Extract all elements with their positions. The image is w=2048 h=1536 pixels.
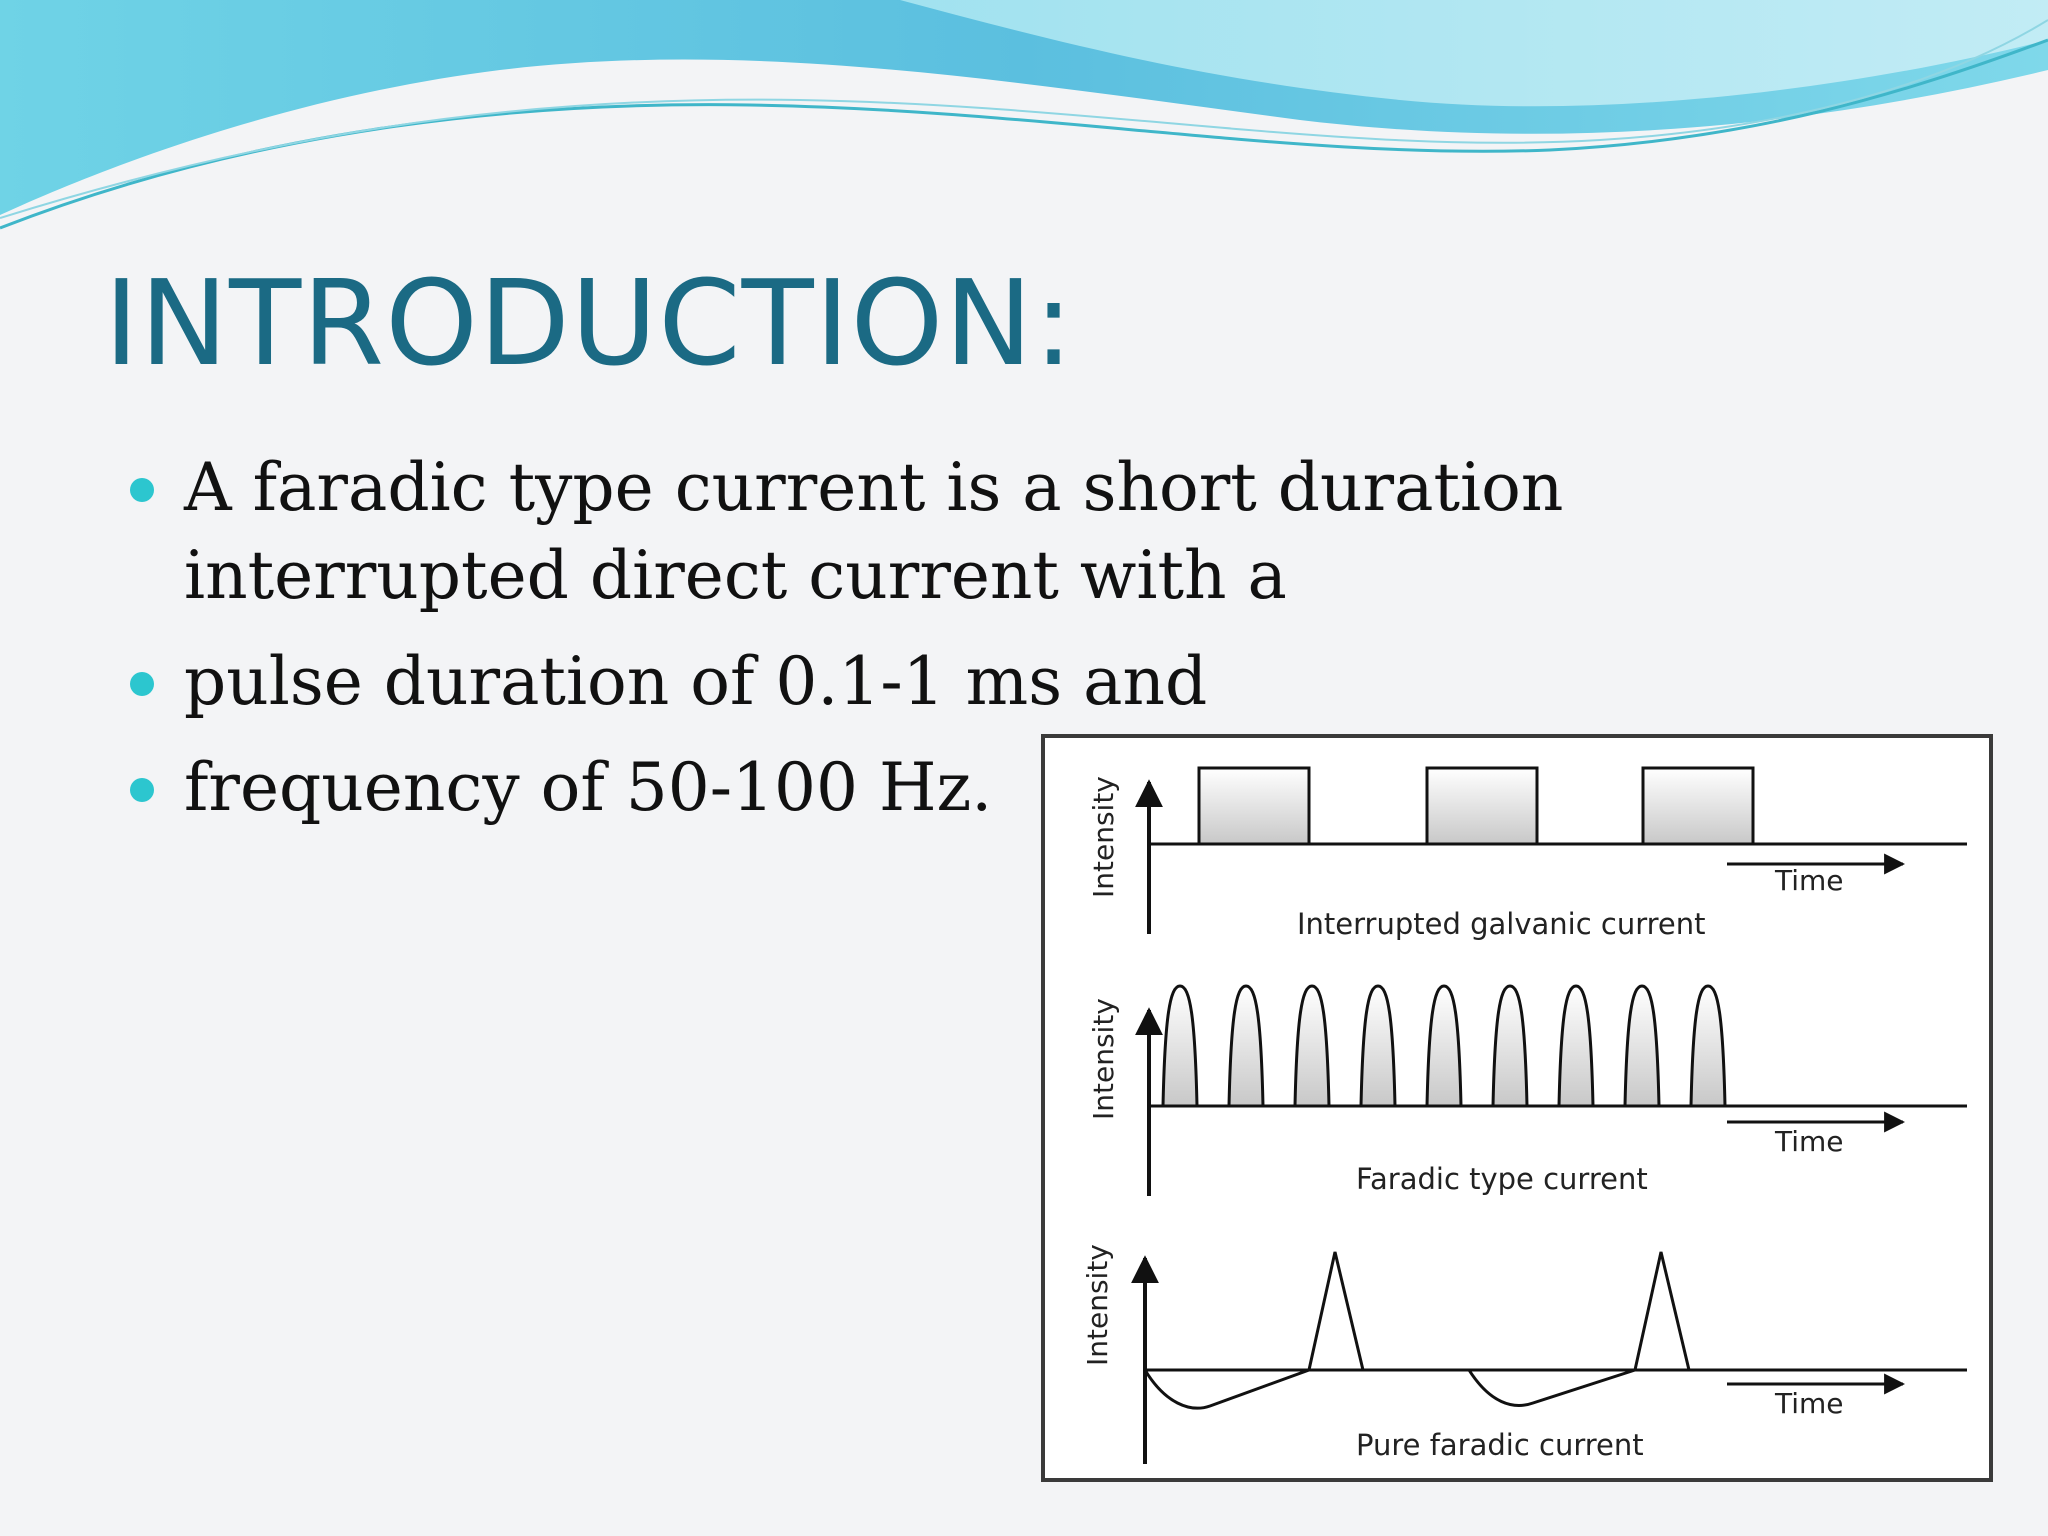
panel-faradic-type: [1087, 986, 1967, 1196]
pure-faradic-waveform: [1145, 1252, 1689, 1408]
slide-title: INTRODUCTION:: [104, 254, 1075, 392]
pulse: [1427, 986, 1461, 1106]
pulse-train: [1163, 986, 1725, 1106]
panel-interrupted-galvanic: [1087, 768, 1967, 941]
panel-caption: Interrupted galvanic current: [1297, 907, 1706, 941]
bullet-icon: [130, 672, 154, 696]
pulse: [1643, 768, 1753, 844]
bullet-icon: [130, 478, 154, 502]
x-axis-label: Time: [1775, 864, 1844, 897]
waveforms-svg: [1045, 738, 1989, 1478]
pulse: [1361, 986, 1395, 1106]
bullet-item: [128, 444, 1928, 620]
x-axis-label: Time: [1775, 1387, 1844, 1420]
pulse: [1625, 986, 1659, 1106]
panel-caption: Pure faradic current: [1356, 1428, 1644, 1462]
pulse: [1493, 986, 1527, 1106]
pulse: [1691, 986, 1725, 1106]
pulse: [1229, 986, 1263, 1106]
panel-caption: Faradic type current: [1356, 1162, 1648, 1196]
panel-pure-faradic: [1081, 1244, 1967, 1464]
x-axis-label: Time: [1775, 1125, 1844, 1158]
y-axis-label: Intensity: [1081, 1244, 1114, 1366]
y-axis-label: Intensity: [1087, 998, 1120, 1120]
pulse: [1559, 986, 1593, 1106]
pulse: [1163, 986, 1197, 1106]
header-wave-decoration: [0, 0, 2048, 240]
y-axis-label: Intensity: [1087, 776, 1120, 898]
pulse: [1199, 768, 1309, 844]
current-waveforms-figure: [1041, 734, 1993, 1482]
bullet-text: A faradic type current is a short duration interrupted direct current with a: [184, 449, 1564, 614]
bullet-text: pulse duration of 0.1-1 ms and: [184, 643, 1208, 720]
pulse: [1427, 768, 1537, 844]
bullet-icon: [130, 778, 154, 802]
bullet-item: [128, 638, 1928, 726]
bullet-text: frequency of 50-100 Hz.: [184, 749, 993, 826]
pulse: [1295, 986, 1329, 1106]
